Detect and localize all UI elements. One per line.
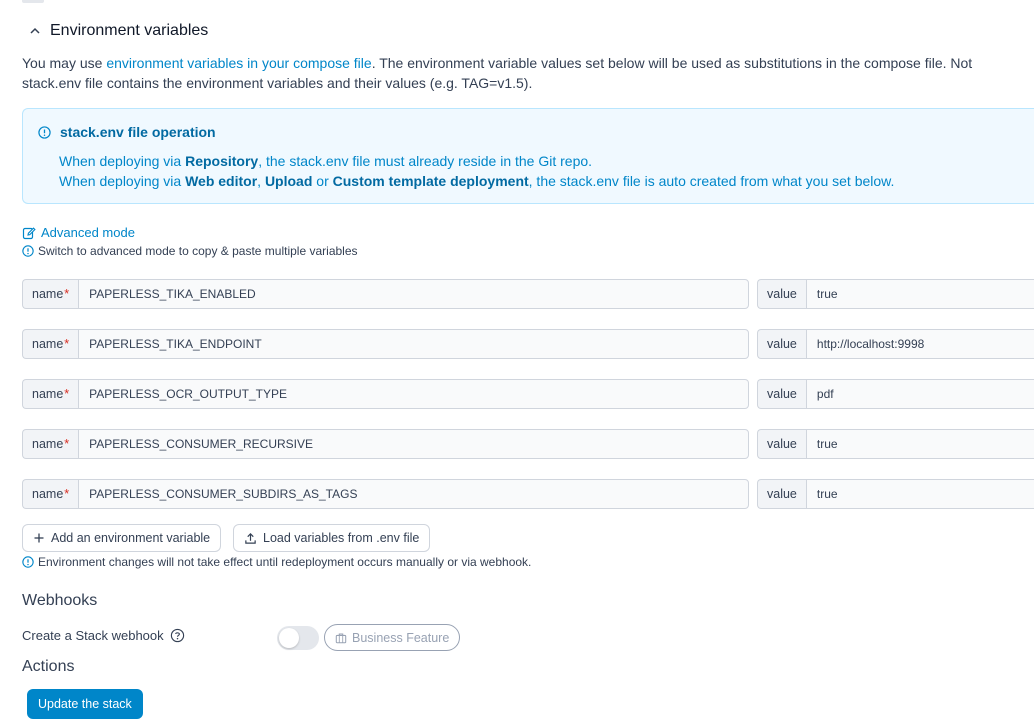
name-addon: name * [22,429,78,459]
env-name-input[interactable]: PAPERLESS_OCR_OUTPUT_TYPE [78,379,749,409]
env-vars-docs-link[interactable]: environment variables in your compose file [106,55,372,71]
env-value-input[interactable]: true [806,429,1034,459]
name-addon: name * [22,329,78,359]
help-icon[interactable] [170,628,185,643]
chevron-up-icon [28,24,42,38]
webhooks-heading: Webhooks [22,592,98,609]
business-feature-badge: Business Feature [324,624,460,651]
info-icon [22,245,34,257]
env-var-row [22,329,1034,359]
name-addon: name * [22,379,78,409]
actions-heading: Actions [22,658,75,675]
env-value-input[interactable]: true [806,279,1034,309]
upload-icon [244,532,257,545]
update-stack-button[interactable]: Update the stack [27,689,143,719]
advanced-mode-note: Switch to advanced mode to copy & paste multiple variables [22,244,358,258]
info-icon [22,556,34,568]
plus-icon [33,532,45,544]
toggle-knob [279,628,299,648]
env-name-input[interactable]: PAPERLESS_TIKA_ENDPOINT [78,329,749,359]
info-title: stack.env file operation [38,124,216,140]
value-addon: value [757,379,806,409]
add-env-variable-button[interactable]: Add an environment variable [22,524,221,552]
value-addon: value [757,429,806,459]
section-description: You may use environment variables in your compose file. The environment variable values set below will be used as substitutions in the compose file. Not stack.env file contains the environment variables and their values (e.g. TAG=v1.5). [22,55,973,91]
env-var-row [22,279,1034,309]
env-changes-note: Environment changes will not take effect until redeployment occurs manually or via webhook. [22,555,531,569]
section-title: Environment variables [50,22,209,39]
env-name-input[interactable]: PAPERLESS_CONSUMER_SUBDIRS_AS_TAGS [78,479,749,509]
name-addon: name * [22,279,78,309]
info-line-webeditor: When deploying via Web editor, Upload or Custom template deployment, the stack.env file is auto created from what you set below. [59,173,895,189]
load-env-file-button[interactable]: Load variables from .env file [233,524,430,552]
env-name-input[interactable]: PAPERLESS_CONSUMER_RECURSIVE [78,429,749,459]
info-icon [38,126,51,139]
briefcase-icon [335,632,347,644]
info-line-repository: When deploying via Repository, the stack.env file must already reside in the Git repo. [59,153,593,169]
env-var-row [22,429,1034,459]
env-section-toggle[interactable] [28,22,208,40]
stack-webhook-label: Create a Stack webhook [22,628,185,643]
value-addon: value [757,479,806,509]
top-edge-tab [22,0,44,3]
env-value-input[interactable]: pdf [806,379,1034,409]
edit-icon [22,226,36,240]
env-var-row [22,479,1034,509]
value-addon: value [757,279,806,309]
name-addon: name * [22,479,78,509]
stack-webhook-toggle[interactable] [277,626,319,650]
advanced-mode-link[interactable]: Advanced mode [22,225,135,240]
env-value-input[interactable]: true [806,479,1034,509]
env-name-input[interactable]: PAPERLESS_TIKA_ENABLED [78,279,749,309]
value-addon: value [757,329,806,359]
env-value-input[interactable]: http://localhost:9998 [806,329,1034,359]
env-var-row [22,379,1034,409]
